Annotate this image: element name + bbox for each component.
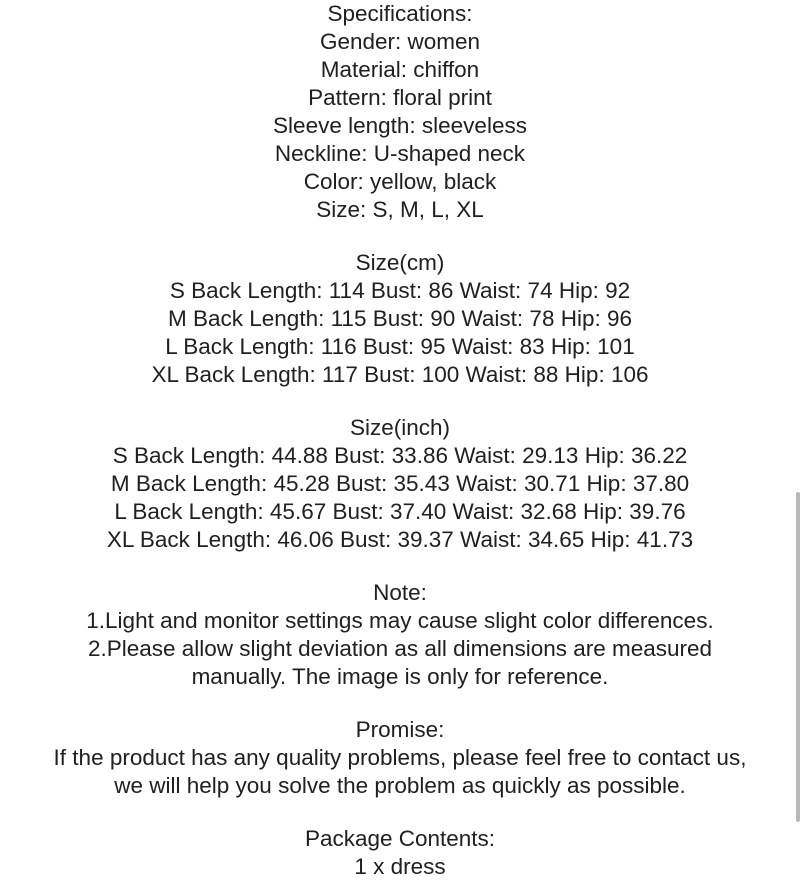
size-inch-row-m: M Back Length: 45.28 Bust: 35.43 Waist: 30.71 Hip: 37.80: [110, 471, 690, 496]
spec-neckline: Neckline: U-shaped neck: [274, 141, 526, 166]
vertical-scrollbar[interactable]: [796, 492, 800, 822]
section-spacer: [0, 800, 800, 825]
specifications-heading: Specifications:: [327, 1, 473, 26]
spec-size: Size: S, M, L, XL: [316, 197, 484, 222]
size-inch-row-xl: XL Back Length: 46.06 Bust: 39.37 Waist: 34.65 Hip: 41.73: [106, 527, 694, 552]
promise-heading: Promise:: [355, 717, 445, 742]
note-line-1: 1.Light and monitor settings may cause slight color differences.: [86, 608, 714, 633]
spec-material: Material: chiffon: [320, 57, 480, 82]
note-heading: Note:: [373, 580, 427, 605]
section-spacer: [0, 691, 800, 716]
size-inch-row-s: S Back Length: 44.88 Bust: 33.86 Waist: 29.13 Hip: 36.22: [112, 443, 688, 468]
package-section: [0, 825, 800, 881]
size-cm-row-m: M Back Length: 115 Bust: 90 Waist: 78 Hip: 96: [168, 306, 632, 331]
specifications-section: [0, 0, 800, 224]
section-spacer: [0, 554, 800, 579]
size-cm-row-s: S Back Length: 114 Bust: 86 Waist: 74 Hip: 92: [169, 278, 631, 303]
size-inch-row-l: L Back Length: 45.67 Bust: 37.40 Waist: 32.68 Hip: 39.76: [114, 499, 686, 524]
promise-section: [0, 716, 800, 800]
promise-line-2: we will help you solve the problem as quickly as possible.: [114, 773, 686, 798]
size-cm-row-xl: XL Back Length: 117 Bust: 100 Waist: 88 Hip: 106: [151, 362, 649, 387]
section-spacer: [0, 389, 800, 414]
package-item: 1 x dress: [354, 854, 446, 879]
size-cm-heading: Size(cm): [355, 250, 445, 275]
spec-gender: Gender: women: [319, 29, 481, 54]
spec-sleeve-length: Sleeve length: sleeveless: [273, 113, 527, 138]
note-line-2: 2.Please allow slight deviation as all dimensions are measured: [87, 636, 713, 661]
promise-line-1: If the product has any quality problems, please feel free to contact us,: [53, 745, 747, 770]
section-spacer: [0, 224, 800, 249]
spec-pattern: Pattern: floral print: [308, 85, 492, 110]
note-section: [0, 579, 800, 691]
package-heading: Package Contents:: [304, 826, 496, 851]
size-cm-section: [0, 249, 800, 389]
note-line-3: manually. The image is only for reference.: [191, 664, 609, 689]
size-inch-heading: Size(inch): [349, 415, 451, 440]
size-cm-row-l: L Back Length: 116 Bust: 95 Waist: 83 Hip: 101: [165, 334, 635, 359]
spec-color: Color: yellow, black: [303, 169, 497, 194]
size-inch-section: [0, 414, 800, 554]
